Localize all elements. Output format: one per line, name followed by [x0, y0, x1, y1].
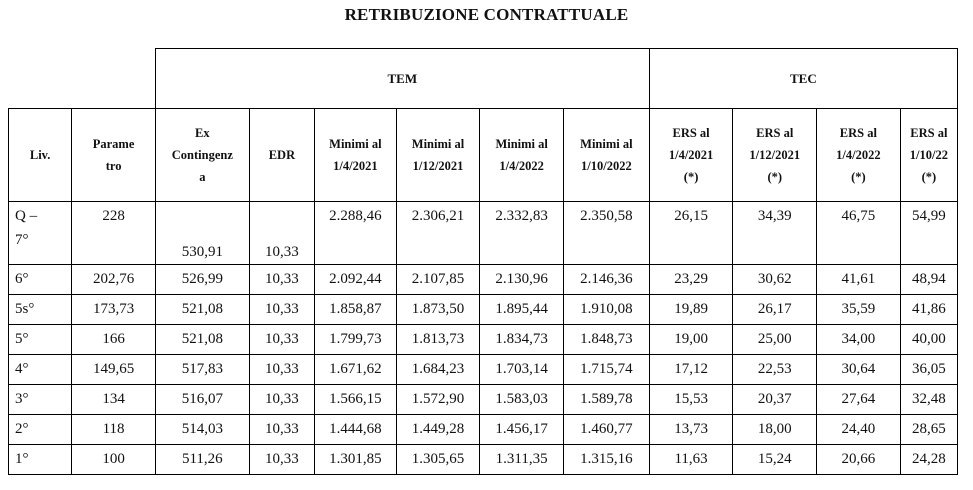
cell-ers-1: 26,15: [649, 202, 733, 265]
cell-minimi-1: 2.288,46: [315, 202, 397, 265]
cell-liv: [9, 202, 72, 265]
table-row: [9, 415, 958, 445]
cell-edr: 10,33: [249, 202, 314, 265]
cell-ers-3: 34,00: [817, 325, 901, 355]
col-header-text: Minimi al: [495, 137, 548, 151]
cell-minimi-3: 2.130,96: [480, 265, 564, 295]
cell-minimi-2: 2.107,85: [396, 265, 480, 295]
cell-minimi-1: 1.301,85: [315, 445, 397, 475]
cell-minimi-3: 1.456,17: [480, 415, 564, 445]
table-row: [9, 445, 958, 475]
col-header-minimi-3: [480, 109, 564, 202]
cell-ex-contingenza: 514,03: [155, 415, 249, 445]
group-header-tem: TEM: [155, 49, 649, 109]
cell-parametro: 173,73: [72, 295, 156, 325]
cell-ers-4: 40,00: [900, 325, 957, 355]
col-header-text: 1/4/2022: [836, 148, 881, 162]
cell-ers-2: 18,00: [733, 415, 817, 445]
col-header-ers-4: [900, 109, 957, 202]
cell-minimi-4: 2.146,36: [563, 265, 649, 295]
cell-ers-1: 13,73: [649, 415, 733, 445]
cell-ers-2: 20,37: [733, 385, 817, 415]
cell-ers-2: 30,62: [733, 265, 817, 295]
col-header-minimi-4: [563, 109, 649, 202]
cell-ex-contingenza: 516,07: [155, 385, 249, 415]
empty-corner: [9, 49, 156, 109]
cell-parametro: 202,76: [72, 265, 156, 295]
cell-edr: 10,33: [249, 445, 314, 475]
col-header-text: ERS al: [910, 126, 948, 140]
cell-minimi-3: 1.583,03: [480, 385, 564, 415]
table-row: [9, 202, 958, 265]
cell-edr: 10,33: [249, 355, 314, 385]
cell-edr: 10,33: [249, 295, 314, 325]
cell-minimi-4: 1.848,73: [563, 325, 649, 355]
cell-ers-2: 34,39: [733, 202, 817, 265]
col-header-text: 1/12/2021: [749, 148, 801, 162]
cell-minimi-2: 1.449,28: [396, 415, 480, 445]
cell-minimi-2: 2.306,21: [396, 202, 480, 265]
salary-table: [8, 48, 958, 475]
col-header-text: Parame: [92, 137, 135, 151]
cell-ers-1: 11,63: [649, 445, 733, 475]
col-header-text: 1/10/22: [909, 148, 948, 162]
cell-minimi-2: 1.305,65: [396, 445, 480, 475]
cell-ex-contingenza: 517,83: [155, 355, 249, 385]
cell-minimi-3: 2.332,83: [480, 202, 564, 265]
cell-ers-2: 26,17: [733, 295, 817, 325]
cell-ers-2: 22,53: [733, 355, 817, 385]
col-header-text: tro: [105, 159, 122, 173]
cell-minimi-4: 1.589,78: [563, 385, 649, 415]
cell-ers-4: 54,99: [900, 202, 957, 265]
col-header-parametro: [72, 109, 156, 202]
cell-edr: 10,33: [249, 325, 314, 355]
col-header-text: ERS al: [672, 126, 710, 140]
cell-ers-2: 25,00: [733, 325, 817, 355]
cell-ers-1: 15,53: [649, 385, 733, 415]
col-header-liv-label: Liv.: [29, 148, 51, 162]
cell-minimi-2: 1.873,50: [396, 295, 480, 325]
column-header-row: [9, 109, 958, 202]
cell-ex-contingenza: 511,26: [155, 445, 249, 475]
cell-ers-3: 24,40: [817, 415, 901, 445]
cell-liv: 2°: [9, 415, 72, 445]
cell-liv: 6°: [9, 265, 72, 295]
cell-ers-4: 41,86: [900, 295, 957, 325]
col-header-ers-2: [733, 109, 817, 202]
col-header-text: 1/10/2022: [581, 159, 632, 173]
table-row: [9, 265, 958, 295]
cell-ex-contingenza: 521,08: [155, 325, 249, 355]
col-header-ers-1: [649, 109, 733, 202]
cell-liv: 5s°: [9, 295, 72, 325]
col-header-text: Contingenz: [171, 148, 233, 162]
cell-minimi-4: 1.315,16: [563, 445, 649, 475]
col-header-text: ERS al: [839, 126, 877, 140]
cell-ers-3: 27,64: [817, 385, 901, 415]
cell-text: 7°: [15, 232, 29, 248]
col-header-text: (*): [683, 170, 699, 184]
cell-ers-3: 46,75: [817, 202, 901, 265]
col-header-text: ERS al: [756, 126, 794, 140]
cell-minimi-1: 1.671,62: [315, 355, 397, 385]
cell-ers-3: 35,59: [817, 295, 901, 325]
cell-minimi-4: 2.350,58: [563, 202, 649, 265]
document-title: RETRIBUZIONE CONTRATTUALE: [344, 5, 629, 24]
cell-minimi-3: 1.311,35: [480, 445, 564, 475]
cell-ers-1: 17,12: [649, 355, 733, 385]
cell-liv: 1°: [9, 445, 72, 475]
col-header-text: 1/12/2021: [412, 159, 464, 173]
cell-ers-4: 28,65: [900, 415, 957, 445]
cell-parametro: 118: [72, 415, 156, 445]
col-header-text: Minimi al: [329, 137, 382, 151]
table-row: [9, 385, 958, 415]
table-row: [9, 295, 958, 325]
cell-minimi-4: 1.715,74: [563, 355, 649, 385]
col-header-text: (*): [767, 170, 783, 184]
cell-edr: 10,33: [249, 415, 314, 445]
cell-minimi-1: 1.566,15: [315, 385, 397, 415]
cell-liv: 5°: [9, 325, 72, 355]
col-header-text: (*): [921, 170, 937, 184]
cell-parametro: 134: [72, 385, 156, 415]
cell-ers-4: 24,28: [900, 445, 957, 475]
col-header-text: 1/4/2021: [668, 148, 714, 162]
col-header-ers-3: [817, 109, 901, 202]
cell-minimi-1: 1.858,87: [315, 295, 397, 325]
cell-ex-contingenza: 526,99: [155, 265, 249, 295]
cell-text: Q –: [15, 208, 38, 224]
cell-ers-3: 30,64: [817, 355, 901, 385]
cell-parametro: 100: [72, 445, 156, 475]
cell-ers-1: 23,29: [649, 265, 733, 295]
cell-minimi-2: 1.813,73: [396, 325, 480, 355]
cell-minimi-3: 1.703,14: [480, 355, 564, 385]
col-header-edr: [249, 109, 314, 202]
cell-ex-contingenza: 521,08: [155, 295, 249, 325]
col-header-text: (*): [851, 170, 866, 184]
cell-minimi-3: 1.895,44: [480, 295, 564, 325]
cell-ers-3: 41,61: [817, 265, 901, 295]
group-header-row: [9, 49, 958, 109]
group-header-tec: TEC: [649, 49, 957, 109]
cell-liv: 4°: [9, 355, 72, 385]
table-row: [9, 325, 958, 355]
cell-minimi-2: 1.684,23: [396, 355, 480, 385]
cell-ers-1: 19,00: [649, 325, 733, 355]
cell-ers-4: 48,94: [900, 265, 957, 295]
col-header-text: a: [199, 170, 206, 184]
cell-parametro: 166: [72, 325, 156, 355]
col-header-liv: [9, 109, 72, 202]
col-header-text: 1/4/2022: [499, 159, 544, 173]
cell-edr: 10,33: [249, 265, 314, 295]
cell-parametro: 228: [72, 202, 156, 265]
col-header-minimi-1: [315, 109, 397, 202]
col-header-text: Minimi al: [411, 137, 465, 151]
cell-minimi-1: 2.092,44: [315, 265, 397, 295]
cell-edr: 10,33: [249, 385, 314, 415]
cell-ers-1: 19,89: [649, 295, 733, 325]
col-header-text: Minimi al: [580, 137, 633, 151]
table-row: [9, 355, 958, 385]
cell-minimi-1: 1.444,68: [315, 415, 397, 445]
col-header-text: 1/4/2021: [333, 159, 378, 173]
cell-ers-3: 20,66: [817, 445, 901, 475]
cell-ers-4: 32,48: [900, 385, 957, 415]
cell-liv: 3°: [9, 385, 72, 415]
cell-parametro: 149,65: [72, 355, 156, 385]
cell-ex-contingenza: 530,91: [155, 202, 249, 265]
cell-minimi-4: 1.910,08: [563, 295, 649, 325]
cell-minimi-4: 1.460,77: [563, 415, 649, 445]
cell-ers-4: 36,05: [900, 355, 957, 385]
col-header-text: EDR: [268, 148, 296, 162]
cell-minimi-3: 1.834,73: [480, 325, 564, 355]
col-header-ex-contingenza: [155, 109, 249, 202]
cell-minimi-2: 1.572,90: [396, 385, 480, 415]
col-header-minimi-2: [396, 109, 480, 202]
cell-ers-2: 15,24: [733, 445, 817, 475]
cell-minimi-1: 1.799,73: [315, 325, 397, 355]
col-header-text: Ex: [195, 126, 210, 140]
